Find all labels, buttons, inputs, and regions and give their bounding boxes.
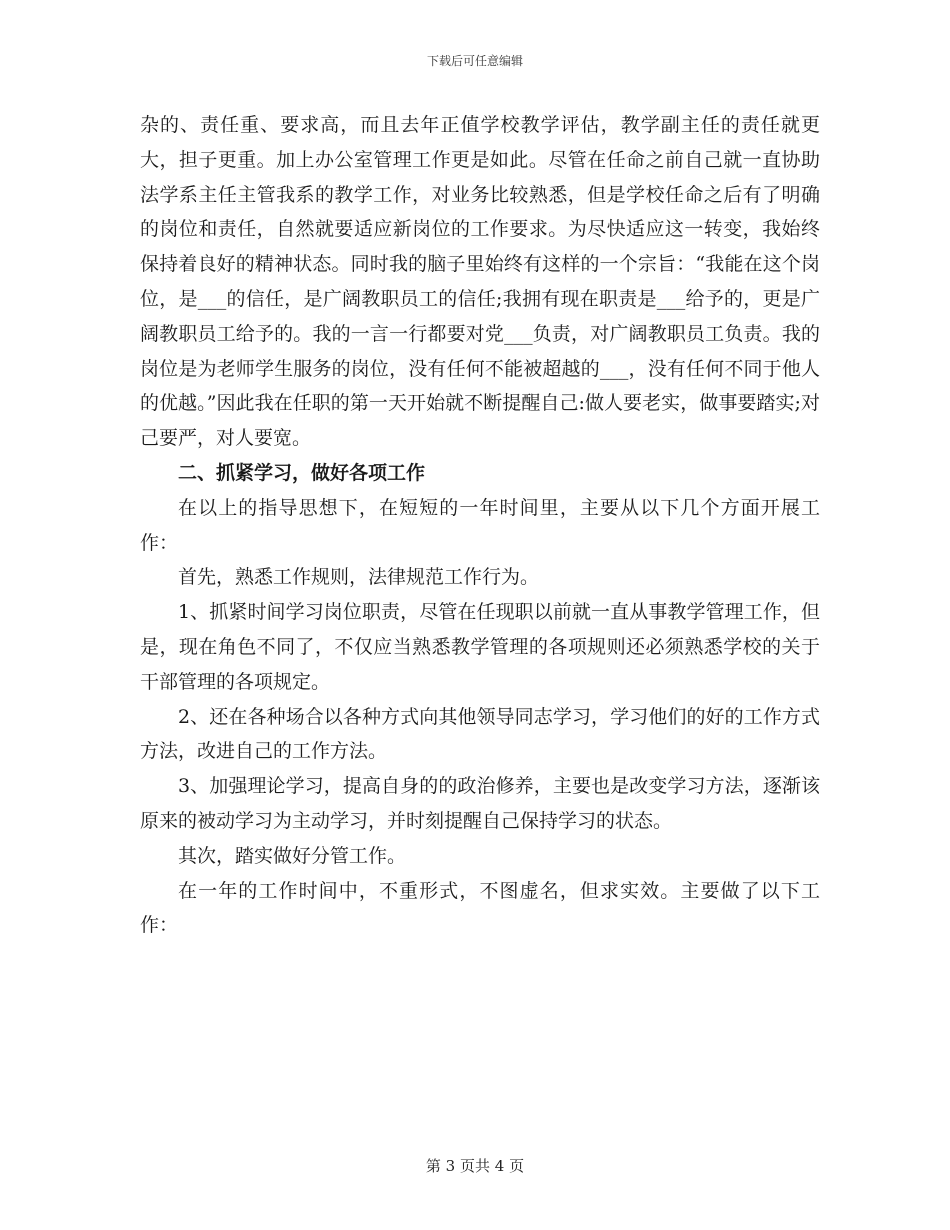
list-item: 2、还在各种场合以各种方式向其他领导同志学习，学习他们的好的工作方式方法，改进自己的工作方法。 xyxy=(140,705,820,763)
paragraph-continuation: 杂的、责任重、要求高，而且去年正值学校教学评估，教学副主任的责任就更大，担子更重。加上办公室管理工作更是如此。尽管在任命之前自己就一直协助法学系主任主管我系的教学工作，对业务比较熟悉，但是学校任命之后有了明确的岗位和责任，自然就要适应新岗位的工作要求。为尽快适应这一转变，我始终保持着良好的精神状态。同时我的脑子里始终有这样的一个宗旨：“我能在这个岗位，是___的信任，是广阔教职员工的信任;我拥有现在职责是___给予的，更是广阔教职员工给予的。我的一言一行都要对党___负责，对广阔教职员工负责。我的岗位是为老师学生服务的岗位，没有任何不能被超越的___，没有任何不同于他人的优越。”因此我在任职的第一天开始就不断提醒自己:做人要老实，做事要踏实;对己要严，对人要宽。 xyxy=(140,114,820,450)
list-item: 1、抓紧时间学习岗位职责，尽管在任现职以前就一直从事教学管理工作，但是，现在角色不同了，不仅应当熟悉教学管理的各项规则还必须熟悉学校的关于干部管理的各项规定。 xyxy=(140,601,820,693)
page-header: 下载后可任意编辑 xyxy=(426,54,523,68)
paragraph: 在一年的工作时间中，不重形式，不图虚名，但求实效。主要做了以下工作： xyxy=(140,879,820,937)
list-item: 3、加强理论学习，提高自身的的政治修养，主要也是改变学习方法，逐渐该原来的被动学习为主动学习，并时刻提醒自己保持学习的状态。 xyxy=(140,775,820,832)
document-body xyxy=(140,108,820,943)
paragraph: 其次，踏实做好分管工作。 xyxy=(178,844,407,867)
section-heading: 二、抓紧学习，做好各项工作 xyxy=(178,461,426,484)
paragraph: 首先，熟悉工作规则，法律规范工作行为。 xyxy=(178,566,540,589)
paragraph: 在以上的指导思想下，在短短的一年时间里，主要从以下几个方面开展工作： xyxy=(140,496,820,554)
page-number: 第 3 页共 4 页 xyxy=(425,1157,525,1175)
